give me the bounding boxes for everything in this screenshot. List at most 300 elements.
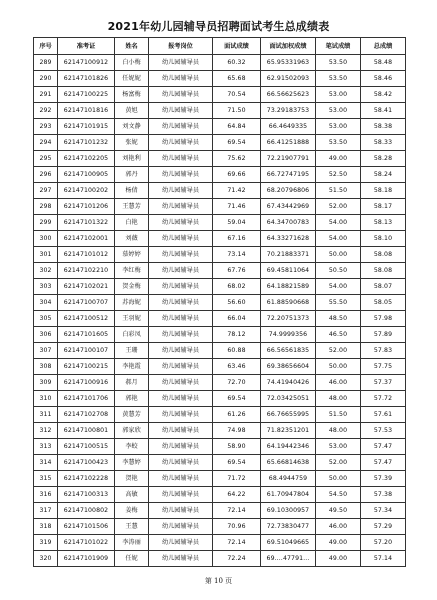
cell-interview: 59.04 [213,215,261,231]
cell-interview: 64.22 [213,487,261,503]
cell-name: 郭丹 [115,167,149,183]
table-row [34,167,406,183]
table-row [34,55,406,71]
cell-no: 314 [34,455,58,471]
cell-written: 48.50 [316,311,361,327]
cell-exam-id: 62147100512 [58,311,115,327]
cell-weighted: 69.51049665 [261,535,316,551]
cell-name: 郭艳 [115,391,149,407]
cell-name: 李蛟 [115,439,149,455]
table-row [34,471,406,487]
cell-no: 310 [34,391,58,407]
column-header-weighted: 面试加权成绩 [261,38,316,55]
cell-exam-id: 62147102228 [58,471,115,487]
cell-total: 58.17 [361,199,406,215]
cell-interview: 71.46 [213,199,261,215]
table-row [34,311,406,327]
cell-exam-id: 62147101706 [58,391,115,407]
table-row [34,247,406,263]
cell-exam-id: 62147101915 [58,119,115,135]
cell-name: 郝月 [115,375,149,391]
cell-written: 46.00 [316,375,361,391]
cell-exam-id: 62147100215 [58,359,115,375]
cell-name: 杨富梅 [115,87,149,103]
cell-weighted: 62.91502093 [261,71,316,87]
cell-exam-id: 62147100916 [58,375,115,391]
cell-no: 292 [34,103,58,119]
column-header-written: 笔试成绩 [316,38,361,55]
table-row [34,135,406,151]
cell-post: 幼儿园辅导员 [149,455,213,471]
cell-exam-id: 62147101012 [58,247,115,263]
cell-written: 53.00 [316,87,361,103]
cell-name: 任妮 [115,551,149,567]
cell-total: 57.72 [361,391,406,407]
cell-name: 慕婷婷 [115,247,149,263]
cell-name: 高敏 [115,487,149,503]
cell-written: 46.50 [316,327,361,343]
cell-post: 幼儿园辅导员 [149,439,213,455]
cell-total: 57.53 [361,423,406,439]
cell-interview: 65.68 [213,71,261,87]
cell-post: 幼儿园辅导员 [149,231,213,247]
cell-interview: 70.96 [213,519,261,535]
cell-weighted: 69.…47791… [261,551,316,567]
cell-interview: 66.04 [213,311,261,327]
cell-written: 50.00 [316,247,361,263]
table-row [34,455,406,471]
cell-written: 54.00 [316,215,361,231]
table-row [34,359,406,375]
cell-no: 320 [34,551,58,567]
table-row [34,439,406,455]
cell-post: 幼儿园辅导员 [149,343,213,359]
cell-total: 57.29 [361,519,406,535]
cell-no: 307 [34,343,58,359]
cell-total: 58.07 [361,279,406,295]
cell-name: 张妮 [115,135,149,151]
cell-weighted: 69.45811064 [261,263,316,279]
cell-weighted: 72.20751373 [261,311,316,327]
cell-total: 58.08 [361,263,406,279]
table-row [34,327,406,343]
cell-total: 58.10 [361,231,406,247]
table-row [34,295,406,311]
cell-weighted: 74.41940426 [261,375,316,391]
cell-post: 幼儿园辅导员 [149,503,213,519]
cell-name: 苏海妮 [115,295,149,311]
cell-post: 幼儿园辅导员 [149,359,213,375]
cell-post: 幼儿园辅导员 [149,423,213,439]
cell-exam-id: 62147100225 [58,87,115,103]
cell-no: 316 [34,487,58,503]
cell-interview: 78.12 [213,327,261,343]
cell-weighted: 69.10300957 [261,503,316,519]
table-row [34,279,406,295]
cell-exam-id: 62147101909 [58,551,115,567]
cell-written: 48.00 [316,391,361,407]
cell-no: 318 [34,519,58,535]
cell-interview: 71.42 [213,183,261,199]
cell-post: 幼儿园辅导员 [149,167,213,183]
cell-total: 57.75 [361,359,406,375]
cell-written: 49.00 [316,151,361,167]
cell-exam-id: 62147101506 [58,519,115,535]
cell-name: 白艳 [115,215,149,231]
cell-written: 50.50 [316,263,361,279]
cell-total: 57.61 [361,407,406,423]
cell-weighted: 67.43442969 [261,199,316,215]
table-row [34,551,406,567]
cell-written: 51.50 [316,407,361,423]
cell-written: 49.00 [316,551,361,567]
cell-total: 58.28 [361,151,406,167]
cell-exam-id: 62147101022 [58,535,115,551]
cell-exam-id: 62147102205 [58,151,115,167]
cell-written: 50.00 [316,359,361,375]
table-row [34,535,406,551]
cell-exam-id: 62147102708 [58,407,115,423]
cell-written: 53.50 [316,135,361,151]
cell-exam-id: 62147100707 [58,295,115,311]
column-header-exam-id: 准考证 [58,38,115,55]
cell-post: 幼儿园辅导员 [149,119,213,135]
cell-total: 58.05 [361,295,406,311]
cell-written: 51.50 [316,183,361,199]
cell-exam-id: 62147101826 [58,71,115,87]
cell-post: 幼儿园辅导员 [149,279,213,295]
cell-written: 53.00 [316,439,361,455]
table-row [34,503,406,519]
cell-interview: 72.24 [213,551,261,567]
cell-post: 幼儿园辅导员 [149,487,213,503]
cell-total: 58.46 [361,71,406,87]
cell-interview: 71.72 [213,471,261,487]
cell-post: 幼儿园辅导员 [149,135,213,151]
cell-name: 姜梅 [115,503,149,519]
cell-exam-id: 62147102210 [58,263,115,279]
table-row [34,375,406,391]
cell-no: 312 [34,423,58,439]
cell-interview: 56.60 [213,295,261,311]
cell-weighted: 66.56625623 [261,87,316,103]
cell-post: 幼儿园辅导员 [149,87,213,103]
cell-interview: 68.02 [213,279,261,295]
cell-name: 杨倩 [115,183,149,199]
cell-written: 53.50 [316,71,361,87]
cell-weighted: 74.9999356 [261,327,316,343]
cell-no: 300 [34,231,58,247]
cell-no: 309 [34,375,58,391]
cell-total: 57.20 [361,535,406,551]
cell-no: 308 [34,359,58,375]
cell-total: 58.24 [361,167,406,183]
cell-post: 幼儿园辅导员 [149,471,213,487]
cell-written: 54.50 [316,487,361,503]
cell-name: 李涛丽 [115,535,149,551]
cell-post: 幼儿园辅导员 [149,295,213,311]
cell-exam-id: 62147100515 [58,439,115,455]
cell-post: 幼儿园辅导员 [149,327,213,343]
cell-exam-id: 62147100107 [58,343,115,359]
cell-weighted: 64.18821589 [261,279,316,295]
cell-written: 52.00 [316,199,361,215]
cell-total: 58.48 [361,55,406,71]
cell-total: 58.41 [361,103,406,119]
cell-post: 幼儿园辅导员 [149,263,213,279]
cell-interview: 75.62 [213,151,261,167]
cell-exam-id: 62147100802 [58,503,115,519]
cell-written: 55.50 [316,295,361,311]
cell-exam-id: 62147100202 [58,183,115,199]
cell-weighted: 71.82351201 [261,423,316,439]
cell-post: 幼儿园辅导员 [149,407,213,423]
cell-weighted: 66.72747195 [261,167,316,183]
cell-name: 王慧 [115,519,149,535]
cell-weighted: 61.88590668 [261,295,316,311]
cell-weighted: 64.33271628 [261,231,316,247]
cell-no: 303 [34,279,58,295]
cell-total: 58.42 [361,87,406,103]
cell-written: 49.00 [316,535,361,551]
cell-written: 54.00 [316,279,361,295]
cell-weighted: 61.70947804 [261,487,316,503]
table-row [34,343,406,359]
cell-weighted: 72.21907791 [261,151,316,167]
cell-total: 57.98 [361,311,406,327]
cell-interview: 72.70 [213,375,261,391]
table-row [34,215,406,231]
cell-weighted: 66.56561835 [261,343,316,359]
cell-post: 幼儿园辅导员 [149,183,213,199]
cell-weighted: 70.21883371 [261,247,316,263]
table-row [34,199,406,215]
table-row [34,407,406,423]
cell-weighted: 72.03425051 [261,391,316,407]
cell-total: 58.13 [361,215,406,231]
cell-no: 296 [34,167,58,183]
cell-written: 52.00 [316,455,361,471]
cell-written: 53.00 [316,119,361,135]
column-header-total: 总成绩 [361,38,406,55]
cell-interview: 60.88 [213,343,261,359]
column-header-interview: 面试成绩 [213,38,261,55]
cell-exam-id: 62147101605 [58,327,115,343]
cell-no: 297 [34,183,58,199]
cell-written: 54.00 [316,231,361,247]
table-row [34,87,406,103]
table-row [34,71,406,87]
cell-name: 贺艳 [115,471,149,487]
cell-written: 49.50 [316,503,361,519]
table-row [34,231,406,247]
cell-interview: 60.32 [213,55,261,71]
cell-no: 304 [34,295,58,311]
cell-post: 幼儿园辅导员 [149,55,213,71]
cell-no: 305 [34,311,58,327]
cell-exam-id: 62147101322 [58,215,115,231]
cell-no: 313 [34,439,58,455]
cell-name: 刘薇 [115,231,149,247]
cell-weighted: 69.38656604 [261,359,316,375]
table-header-row [34,38,406,55]
cell-written: 50.00 [316,471,361,487]
cell-exam-id: 62147100423 [58,455,115,471]
cell-name: 王珊 [115,343,149,359]
cell-post: 幼儿园辅导员 [149,535,213,551]
scores-table [33,37,406,567]
cell-no: 311 [34,407,58,423]
cell-interview: 73.14 [213,247,261,263]
cell-no: 299 [34,215,58,231]
cell-no: 291 [34,87,58,103]
cell-weighted: 65.66814638 [261,455,316,471]
cell-interview: 72.14 [213,535,261,551]
cell-name: 黄旭 [115,103,149,119]
cell-interview: 64.84 [213,119,261,135]
cell-interview: 67.76 [213,263,261,279]
cell-no: 290 [34,71,58,87]
cell-post: 幼儿园辅导员 [149,151,213,167]
cell-name: 任妮妮 [115,71,149,87]
table-row [34,119,406,135]
cell-post: 幼儿园辅导员 [149,103,213,119]
cell-total: 58.18 [361,183,406,199]
cell-interview: 69.54 [213,135,261,151]
cell-exam-id: 62147100912 [58,55,115,71]
cell-weighted: 66.41251888 [261,135,316,151]
cell-exam-id: 62147100905 [58,167,115,183]
cell-total: 57.47 [361,455,406,471]
cell-post: 幼儿园辅导员 [149,71,213,87]
cell-no: 294 [34,135,58,151]
cell-weighted: 66.4649335 [261,119,316,135]
cell-interview: 71.50 [213,103,261,119]
cell-total: 57.14 [361,551,406,567]
cell-interview: 63.46 [213,359,261,375]
cell-no: 298 [34,199,58,215]
column-header-name: 姓名 [115,38,149,55]
cell-written: 46.00 [316,519,361,535]
cell-exam-id: 62147100313 [58,487,115,503]
cell-total: 57.37 [361,375,406,391]
cell-exam-id: 62147100801 [58,423,115,439]
cell-written: 52.50 [316,167,361,183]
cell-name: 郭家欣 [115,423,149,439]
cell-no: 289 [34,55,58,71]
cell-no: 315 [34,471,58,487]
cell-name: 王羽妮 [115,311,149,327]
cell-post: 幼儿园辅导员 [149,247,213,263]
cell-exam-id: 62147102001 [58,231,115,247]
cell-no: 319 [34,535,58,551]
cell-total: 57.38 [361,487,406,503]
cell-name: 王慧芳 [115,199,149,215]
cell-weighted: 64.34700783 [261,215,316,231]
cell-name: 黄慧芳 [115,407,149,423]
cell-name: 李艳霞 [115,359,149,375]
cell-name: 贺金梅 [115,279,149,295]
cell-total: 57.39 [361,471,406,487]
cell-name: 白小梅 [115,55,149,71]
cell-total: 57.34 [361,503,406,519]
cell-post: 幼儿园辅导员 [149,215,213,231]
table-body [34,55,406,567]
cell-weighted: 72.73830477 [261,519,316,535]
column-header-no: 序号 [34,38,58,55]
cell-name: 刘文静 [115,119,149,135]
table-row [34,103,406,119]
cell-written: 52.00 [316,343,361,359]
cell-post: 幼儿园辅导员 [149,391,213,407]
cell-total: 57.47 [361,439,406,455]
table-row [34,519,406,535]
cell-interview: 74.98 [213,423,261,439]
cell-name: 李慧婷 [115,455,149,471]
cell-no: 293 [34,119,58,135]
cell-post: 幼儿园辅导员 [149,551,213,567]
cell-weighted: 68.20796806 [261,183,316,199]
cell-exam-id: 62147101206 [58,199,115,215]
table-row [34,423,406,439]
table-row [34,151,406,167]
cell-no: 317 [34,503,58,519]
cell-exam-id: 62147101816 [58,103,115,119]
cell-post: 幼儿园辅导员 [149,311,213,327]
cell-interview: 67.16 [213,231,261,247]
cell-interview: 69.54 [213,391,261,407]
cell-post: 幼儿园辅导员 [149,519,213,535]
cell-interview: 70.54 [213,87,261,103]
cell-no: 301 [34,247,58,263]
cell-interview: 69.66 [213,167,261,183]
cell-total: 58.38 [361,119,406,135]
cell-post: 幼儿园辅导员 [149,199,213,215]
document-title: 2021年幼儿园辅导员招聘面试考生总成绩表 [107,20,330,33]
cell-total: 58.08 [361,247,406,263]
table-row [34,263,406,279]
cell-interview: 72.14 [213,503,261,519]
page-number: 第 10 页 [204,577,233,585]
cell-total: 57.83 [361,343,406,359]
cell-weighted: 66.76655995 [261,407,316,423]
cell-name: 白彩凤 [115,327,149,343]
cell-interview: 61.26 [213,407,261,423]
cell-interview: 69.54 [213,455,261,471]
cell-interview: 58.90 [213,439,261,455]
column-header-post: 报考岗位 [149,38,213,55]
table-row [34,183,406,199]
cell-written: 53.50 [316,55,361,71]
cell-weighted: 73.29183753 [261,103,316,119]
cell-exam-id: 62147102021 [58,279,115,295]
cell-name: 李红梅 [115,263,149,279]
table-row [34,487,406,503]
table-row [34,391,406,407]
cell-no: 295 [34,151,58,167]
cell-weighted: 68.4944759 [261,471,316,487]
cell-no: 306 [34,327,58,343]
cell-weighted: 64.19442346 [261,439,316,455]
cell-exam-id: 62147101232 [58,135,115,151]
cell-total: 57.89 [361,327,406,343]
cell-weighted: 65.95331963 [261,55,316,71]
cell-written: 48.00 [316,423,361,439]
cell-written: 53.00 [316,103,361,119]
cell-name: 刘艳利 [115,151,149,167]
cell-post: 幼儿园辅导员 [149,375,213,391]
cell-total: 58.33 [361,135,406,151]
